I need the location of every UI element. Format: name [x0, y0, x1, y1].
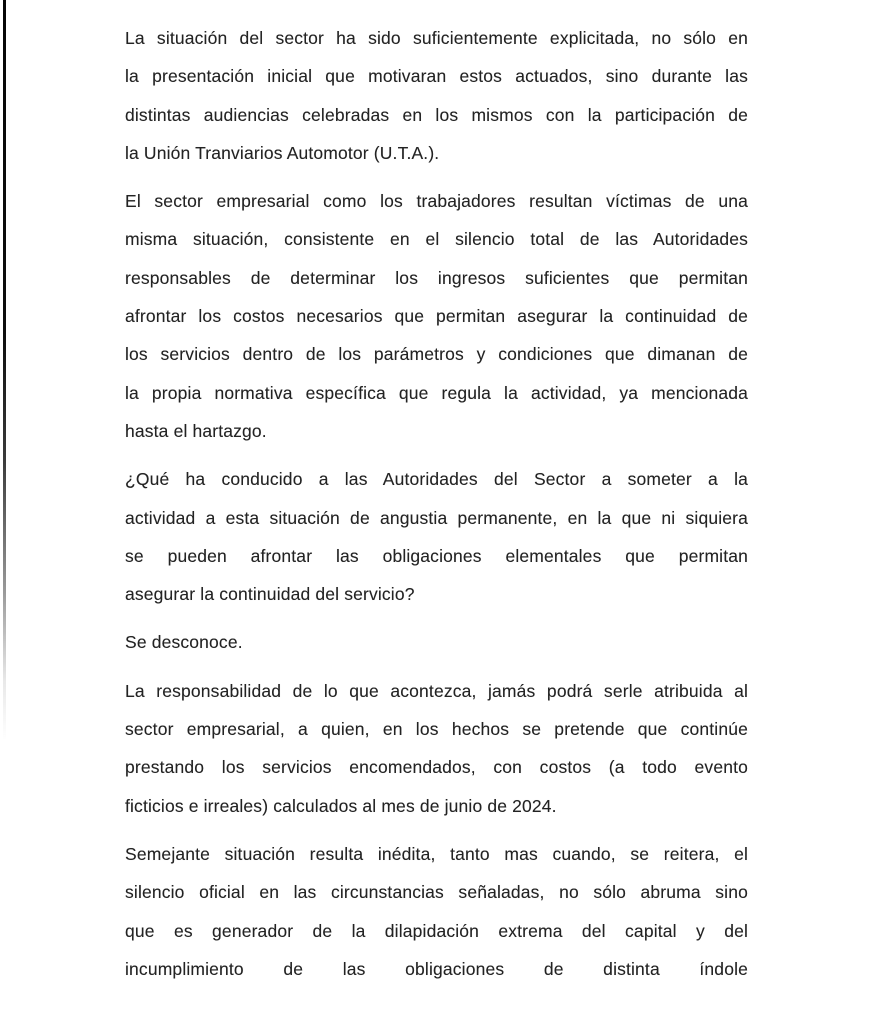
text-line: distintas audiencias celebradas en los mismos con la participación de	[125, 104, 748, 125]
text-line: actividad a esta situación de angustia permanente, en la que ni siquiera	[125, 507, 748, 528]
text-line: hasta el hartazgo.	[125, 420, 267, 441]
document-text-block	[125, 19, 748, 998]
paragraph-4	[125, 623, 748, 661]
text-line: prestando los servicios encomendados, con costos (a todo evento	[125, 757, 748, 778]
paragraph-5	[125, 672, 748, 825]
text-line: La situación del sector ha sido suficientemente explicitada, no sólo en	[125, 28, 748, 48]
text-line: misma situación, consistente en el silencio total de las Autoridades	[125, 229, 748, 250]
text-line: asegurar la continuidad del servicio?	[125, 584, 415, 605]
text-line: sector empresarial, a quien, en los hechos se pretende que continúe	[125, 719, 748, 740]
text-line: La responsabilidad de lo que acontezca, jamás podrá serle atribuida al	[125, 680, 748, 701]
text-line: la presentación inicial que motivaran estos actuados, sino durante las	[125, 66, 748, 87]
paragraph-1	[125, 19, 748, 172]
paragraph-3	[125, 460, 748, 613]
text-line: ficticios e irreales) calculados al mes de junio de 2024.	[125, 795, 557, 816]
text-line: se pueden afrontar las obligaciones elementales que permitan	[125, 545, 748, 566]
scan-edge-artifact	[3, 0, 6, 740]
text-line: silencio oficial en las circunstancias señaladas, no sólo abruma sino	[125, 882, 748, 903]
text-line: Semejante situación resulta inédita, tanto mas cuando, se reitera, el	[125, 843, 748, 864]
text-line: los servicios dentro de los parámetros y condiciones que dimanan de	[125, 344, 748, 365]
text-line: Se desconoce.	[125, 632, 243, 653]
paragraph-6	[125, 835, 748, 988]
text-line: responsables de determinar los ingresos suficientes que permitan	[125, 267, 748, 288]
text-line: incumplimiento de las obligaciones de distinta índole	[125, 958, 748, 979]
text-line: El sector empresarial como los trabajadores resultan víctimas de una	[125, 191, 748, 212]
text-line: afrontar los costos necesarios que permitan asegurar la continuidad de	[125, 306, 748, 327]
text-line: que es generador de la dilapidación extrema del capital y del	[125, 920, 748, 941]
text-line: la Unión Tranviarios Automotor (U.T.A.).	[125, 142, 440, 163]
paragraph-2	[125, 182, 748, 450]
text-line: la propia normativa específica que regula la actividad, ya mencionada	[125, 382, 748, 403]
text-line: ¿Qué ha conducido a las Autoridades del Sector a someter a la	[125, 469, 748, 490]
